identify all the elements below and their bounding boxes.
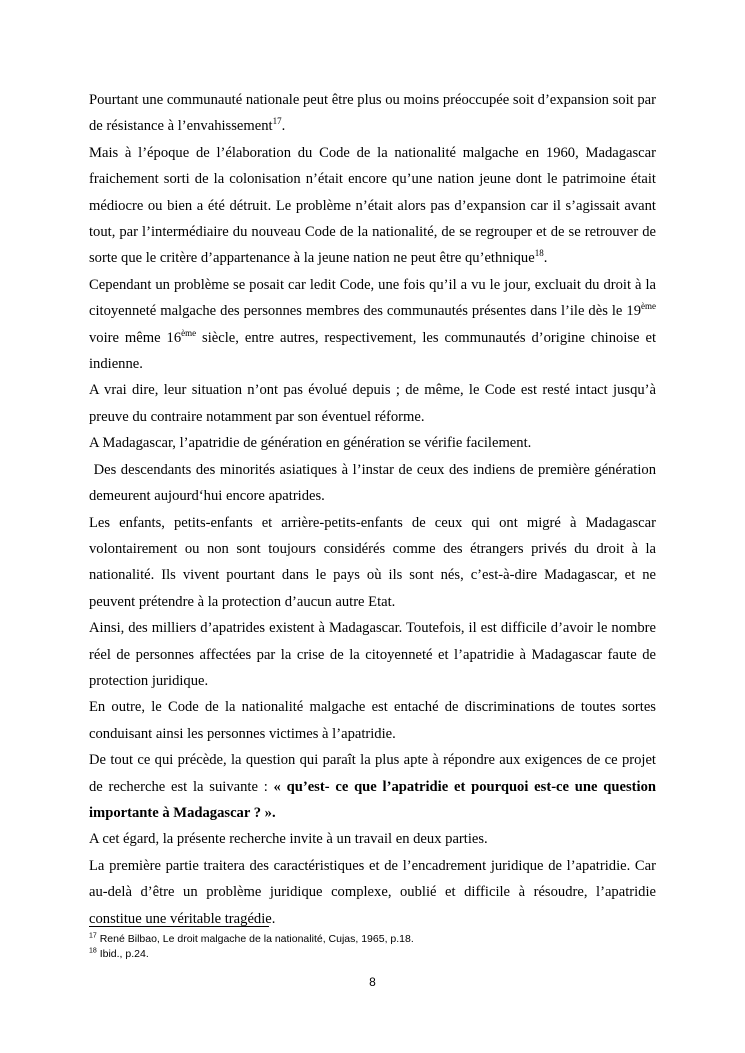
paragraph-6: Des descendants des minorités asiatiques à l’instar de ceux des indiens de première génération demeurent aujourd‘hui encore apatrides. [89, 461, 660, 505]
paragraph-1: Pourtant une communauté nationale peut être plus ou moins préoccupée soit d’expansion soit par de résistance à l’envahissement$^{17}$. [89, 92, 656, 135]
paragraph-9: En outre, le Code de la nationalité malgache est entaché de discriminations de toutes sortes conduisant ainsi les personnes victimes à l’apatridie. [89, 699, 656, 742]
footnotes [89, 932, 656, 961]
footnote-number: 17 [89, 932, 97, 940]
body-text [89, 87, 660, 932]
footnote-ref-17[interactable]: 17 [272, 116, 282, 127]
footnote-18 [89, 947, 656, 962]
footnote-separator [89, 926, 269, 927]
footnote-text: René Bilbao, Le droit malgache de la nationalité, Cujas, 1965, p.18. [96, 933, 414, 945]
paragraph-4: A vrai dire, leur situation n’ont pas évolué depuis ; de même, le Code est resté intact jusqu’à preuve du contraire notamment par son éventuel réforme. [89, 382, 656, 425]
paragraph-7: Les enfants, petits-enfants et arrière-petits-enfants de ceux qui ont migré à Madagascar volontairement ou non sont toujours considérés comme des étrangers privés du droit à la nationalité. Ils vivent pourtant dans le pays où ils sont nés, c’est-à-dire Madagascar, et ne peuvent prétendre à la protection d’aucun autre Etat. [89, 514, 656, 610]
paragraph-8: Ainsi, des milliers d’apatrides existent à Madagascar. Toutefois, il est difficile d’avoir le nombre réel de personnes affectées par la crise de la citoyenneté et l’apatridie à Madagascar faute de protection juridique. [89, 620, 656, 689]
research-question: « qu’est- ce que l’apatridie et pourquoi est-ce une question importante à Madagascar ? ». [89, 778, 656, 821]
footnote-number: 18 [89, 947, 97, 954]
footnote-text: Ibid., p.24. [96, 947, 149, 960]
paragraph-10: De tout ce qui précède, la question qui paraît la plus apte à répondre aux exigences de ce projet de recherche est la suivante : « qu’est- ce que l’apatridie et pourquoi est-ce une question importante à Madagascar ? ». [89, 752, 656, 821]
footnote-17 [89, 932, 656, 947]
superscript-eme: ème [641, 301, 656, 312]
paragraph-11: A cet égard, la présente recherche invite à un travail en deux parties. [89, 831, 488, 848]
superscript-eme: ème [181, 327, 197, 338]
paragraph-12: La première partie traitera des caractéristiques et de l’encadrement juridique de l’apatridie. Car au-delà d’être un problème juridique complexe, oublié et difficile à résoudre, l’apatridie constitue une véritable tragédie. [89, 857, 656, 927]
footnote-ref-18[interactable]: 18 [534, 248, 544, 259]
paragraph-3: Cependant un problème se posait car ledit Code, une fois qu’il a vu le jour, excluait du droit à la citoyenneté malgache des personnes membres des communautés présentes dans l’ile dès le 19ème voire même 16ème siècle, entre autres, respectivement, les communautés d’origine chinoise et indienne. [89, 276, 656, 373]
paragraph-2: Mais à l’époque de l’élaboration du Code de la nationalité malgache en 1960, Madagascar fraichement sorti de la colonisation n’était encore qu’une nation jeune dont le patrimoine était médiocre ou bien a été détruit. Le problème n’était alors pas d’expansion car il s’agissait avant tout, par l’intermédiaire du nouveau Code de la nationalité, de se regrouper et de se retrouver de sorte que le critère d’appartenance à la jeune nation ne peut être qu’ethnique$^{18}$. [89, 144, 656, 267]
paragraph-5: A Madagascar, l’apatridie de génération en génération se vérifie facilement. [89, 435, 532, 452]
page-number: 8 [369, 975, 376, 989]
